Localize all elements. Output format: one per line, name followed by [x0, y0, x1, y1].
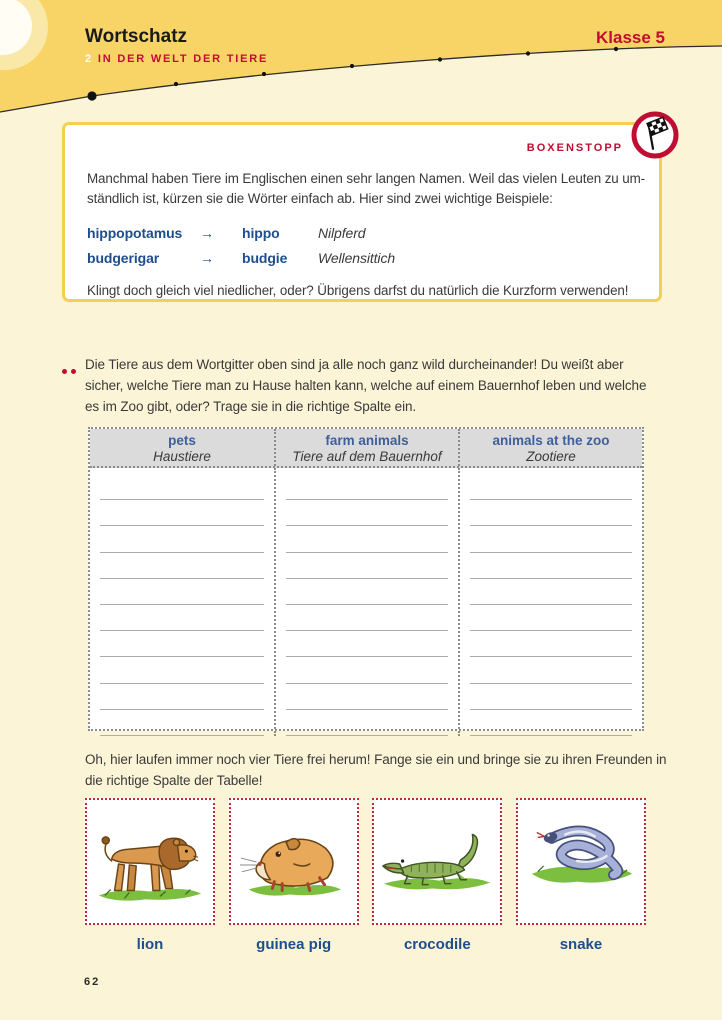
write-line[interactable] — [470, 605, 632, 631]
red-bullets-icon — [62, 361, 80, 379]
chapter-title: IN DER WELT DER TIERE — [97, 53, 269, 65]
guinea-pig-illustration — [235, 808, 353, 916]
short-word: hippo — [242, 225, 280, 241]
column-header-zoo-animals — [458, 429, 642, 466]
animal-label: lion — [136, 936, 164, 953]
outro-line: Klingt doch gleich viel niedlicher, oder? Übrigens darfst du natürlich die Kurzform verwenden! — [87, 283, 629, 298]
write-line[interactable] — [100, 579, 264, 605]
animal-label: guinea pig — [256, 936, 332, 953]
column-title-de: Zootiere — [526, 449, 576, 464]
table-column-zoo-animals — [458, 468, 642, 736]
write-line[interactable] — [470, 631, 632, 657]
checkered-flag-icon — [631, 111, 679, 159]
snake-illustration — [522, 808, 640, 916]
write-line[interactable] — [100, 710, 264, 736]
guinea-pig-card[interactable] — [229, 798, 359, 925]
write-line[interactable] — [286, 710, 448, 736]
header-curve-graphic — [0, 0, 722, 130]
write-line[interactable] — [286, 474, 448, 500]
write-line[interactable] — [470, 526, 632, 552]
write-line[interactable] — [286, 526, 448, 552]
task-instruction-text: Die Tiere aus dem Wortgitter oben sind ja alle noch ganz wild durcheinander! Du weißt aber sicher, welche Tiere man zu Hause halten kann, welche auf einem Bauernhof leben und welche es im Zoo gibt, oder? Trage sie in die richtige Spalte ein. — [85, 357, 647, 414]
long-word: hippopotamus — [87, 225, 183, 241]
animal-cards-row — [85, 798, 646, 953]
column-title-en: farm animals — [325, 433, 409, 448]
intro-line-2: ständlich ist, kürzen sie die Wörter einfach ab. Hier sind zwei wichtige Beispiele: — [87, 191, 553, 206]
task-instruction — [62, 354, 662, 417]
write-line[interactable] — [286, 631, 448, 657]
chapter-number: 2 — [85, 53, 93, 65]
crocodile-card[interactable] — [372, 798, 502, 925]
curve-dot — [350, 64, 354, 68]
write-line[interactable] — [470, 579, 632, 605]
write-line[interactable] — [470, 657, 632, 683]
write-line[interactable] — [100, 684, 264, 710]
write-line[interactable] — [470, 684, 632, 710]
curve-dot — [526, 51, 530, 55]
animal-card-snake — [516, 798, 646, 953]
page-number: 62 — [84, 976, 101, 988]
grade-label: Klasse 5 — [596, 28, 665, 47]
example-row — [87, 246, 647, 271]
write-line[interactable] — [286, 684, 448, 710]
animal-label: crocodile — [403, 936, 471, 953]
animal-label: snake — [559, 936, 603, 953]
column-title-de: Tiere auf dem Bauernhof — [292, 449, 442, 464]
intro-line-1: Manchmal haben Tiere im Englischen einen sehr langen Namen. Weil das vielen Leuten zu um- — [87, 171, 646, 186]
table-column-pets — [90, 468, 274, 736]
chapter-subtitle — [85, 53, 268, 65]
write-line[interactable] — [470, 710, 632, 736]
write-line[interactable] — [286, 605, 448, 631]
column-header-pets — [90, 429, 274, 466]
write-line[interactable] — [100, 526, 264, 552]
animal-card-guinea-pig — [229, 798, 359, 953]
write-line[interactable] — [286, 579, 448, 605]
column-title-en: pets — [168, 433, 196, 448]
animal-card-crocodile — [372, 798, 502, 953]
write-line[interactable] — [286, 657, 448, 683]
curve-dot — [174, 82, 178, 86]
write-line[interactable] — [470, 500, 632, 526]
page-title: Wortschatz — [85, 26, 188, 47]
write-line[interactable] — [100, 631, 264, 657]
lion-illustration — [91, 808, 209, 916]
animal-card-lion — [85, 798, 215, 953]
write-line[interactable] — [100, 474, 264, 500]
lion-card[interactable] — [85, 798, 215, 925]
animal-sorting-table — [88, 427, 644, 731]
write-line[interactable] — [100, 553, 264, 579]
boxenstopp-infobox — [62, 122, 662, 302]
long-word: budgerigar — [87, 250, 160, 266]
arrow-icon: → — [200, 225, 214, 241]
table-body — [90, 468, 642, 727]
curve-dot — [438, 57, 442, 61]
write-line[interactable] — [100, 657, 264, 683]
column-title-en: animals at the zoo — [492, 433, 610, 448]
write-line[interactable] — [470, 553, 632, 579]
table-header — [90, 429, 642, 468]
write-line[interactable] — [100, 500, 264, 526]
boxenstopp-label: BOXENSTOPP — [526, 142, 623, 154]
crocodile-illustration — [378, 808, 496, 916]
column-title-de: Haustiere — [153, 449, 211, 464]
curve-dot — [262, 72, 266, 76]
write-line[interactable] — [470, 474, 632, 500]
snake-card[interactable] — [516, 798, 646, 925]
abbreviation-examples — [87, 221, 647, 271]
short-word: budgie — [242, 250, 288, 266]
column-header-farm-animals — [274, 429, 458, 466]
curve-dot-large — [87, 91, 96, 100]
write-line[interactable] — [100, 605, 264, 631]
arrow-icon: → — [200, 250, 214, 266]
boxenstopp-content — [87, 169, 647, 301]
german-translation: Nilpferd — [318, 225, 366, 241]
example-row — [87, 221, 647, 246]
table-column-farm-animals — [274, 468, 458, 736]
write-line[interactable] — [286, 500, 448, 526]
write-line[interactable] — [286, 553, 448, 579]
german-translation: Wellensittich — [318, 250, 396, 266]
stray-animals-instruction: Oh, hier laufen immer noch vier Tiere frei herum! Fange sie ein und bringe sie zu ihren Freunden in die richtige Spalte der Tabelle! — [85, 752, 667, 788]
